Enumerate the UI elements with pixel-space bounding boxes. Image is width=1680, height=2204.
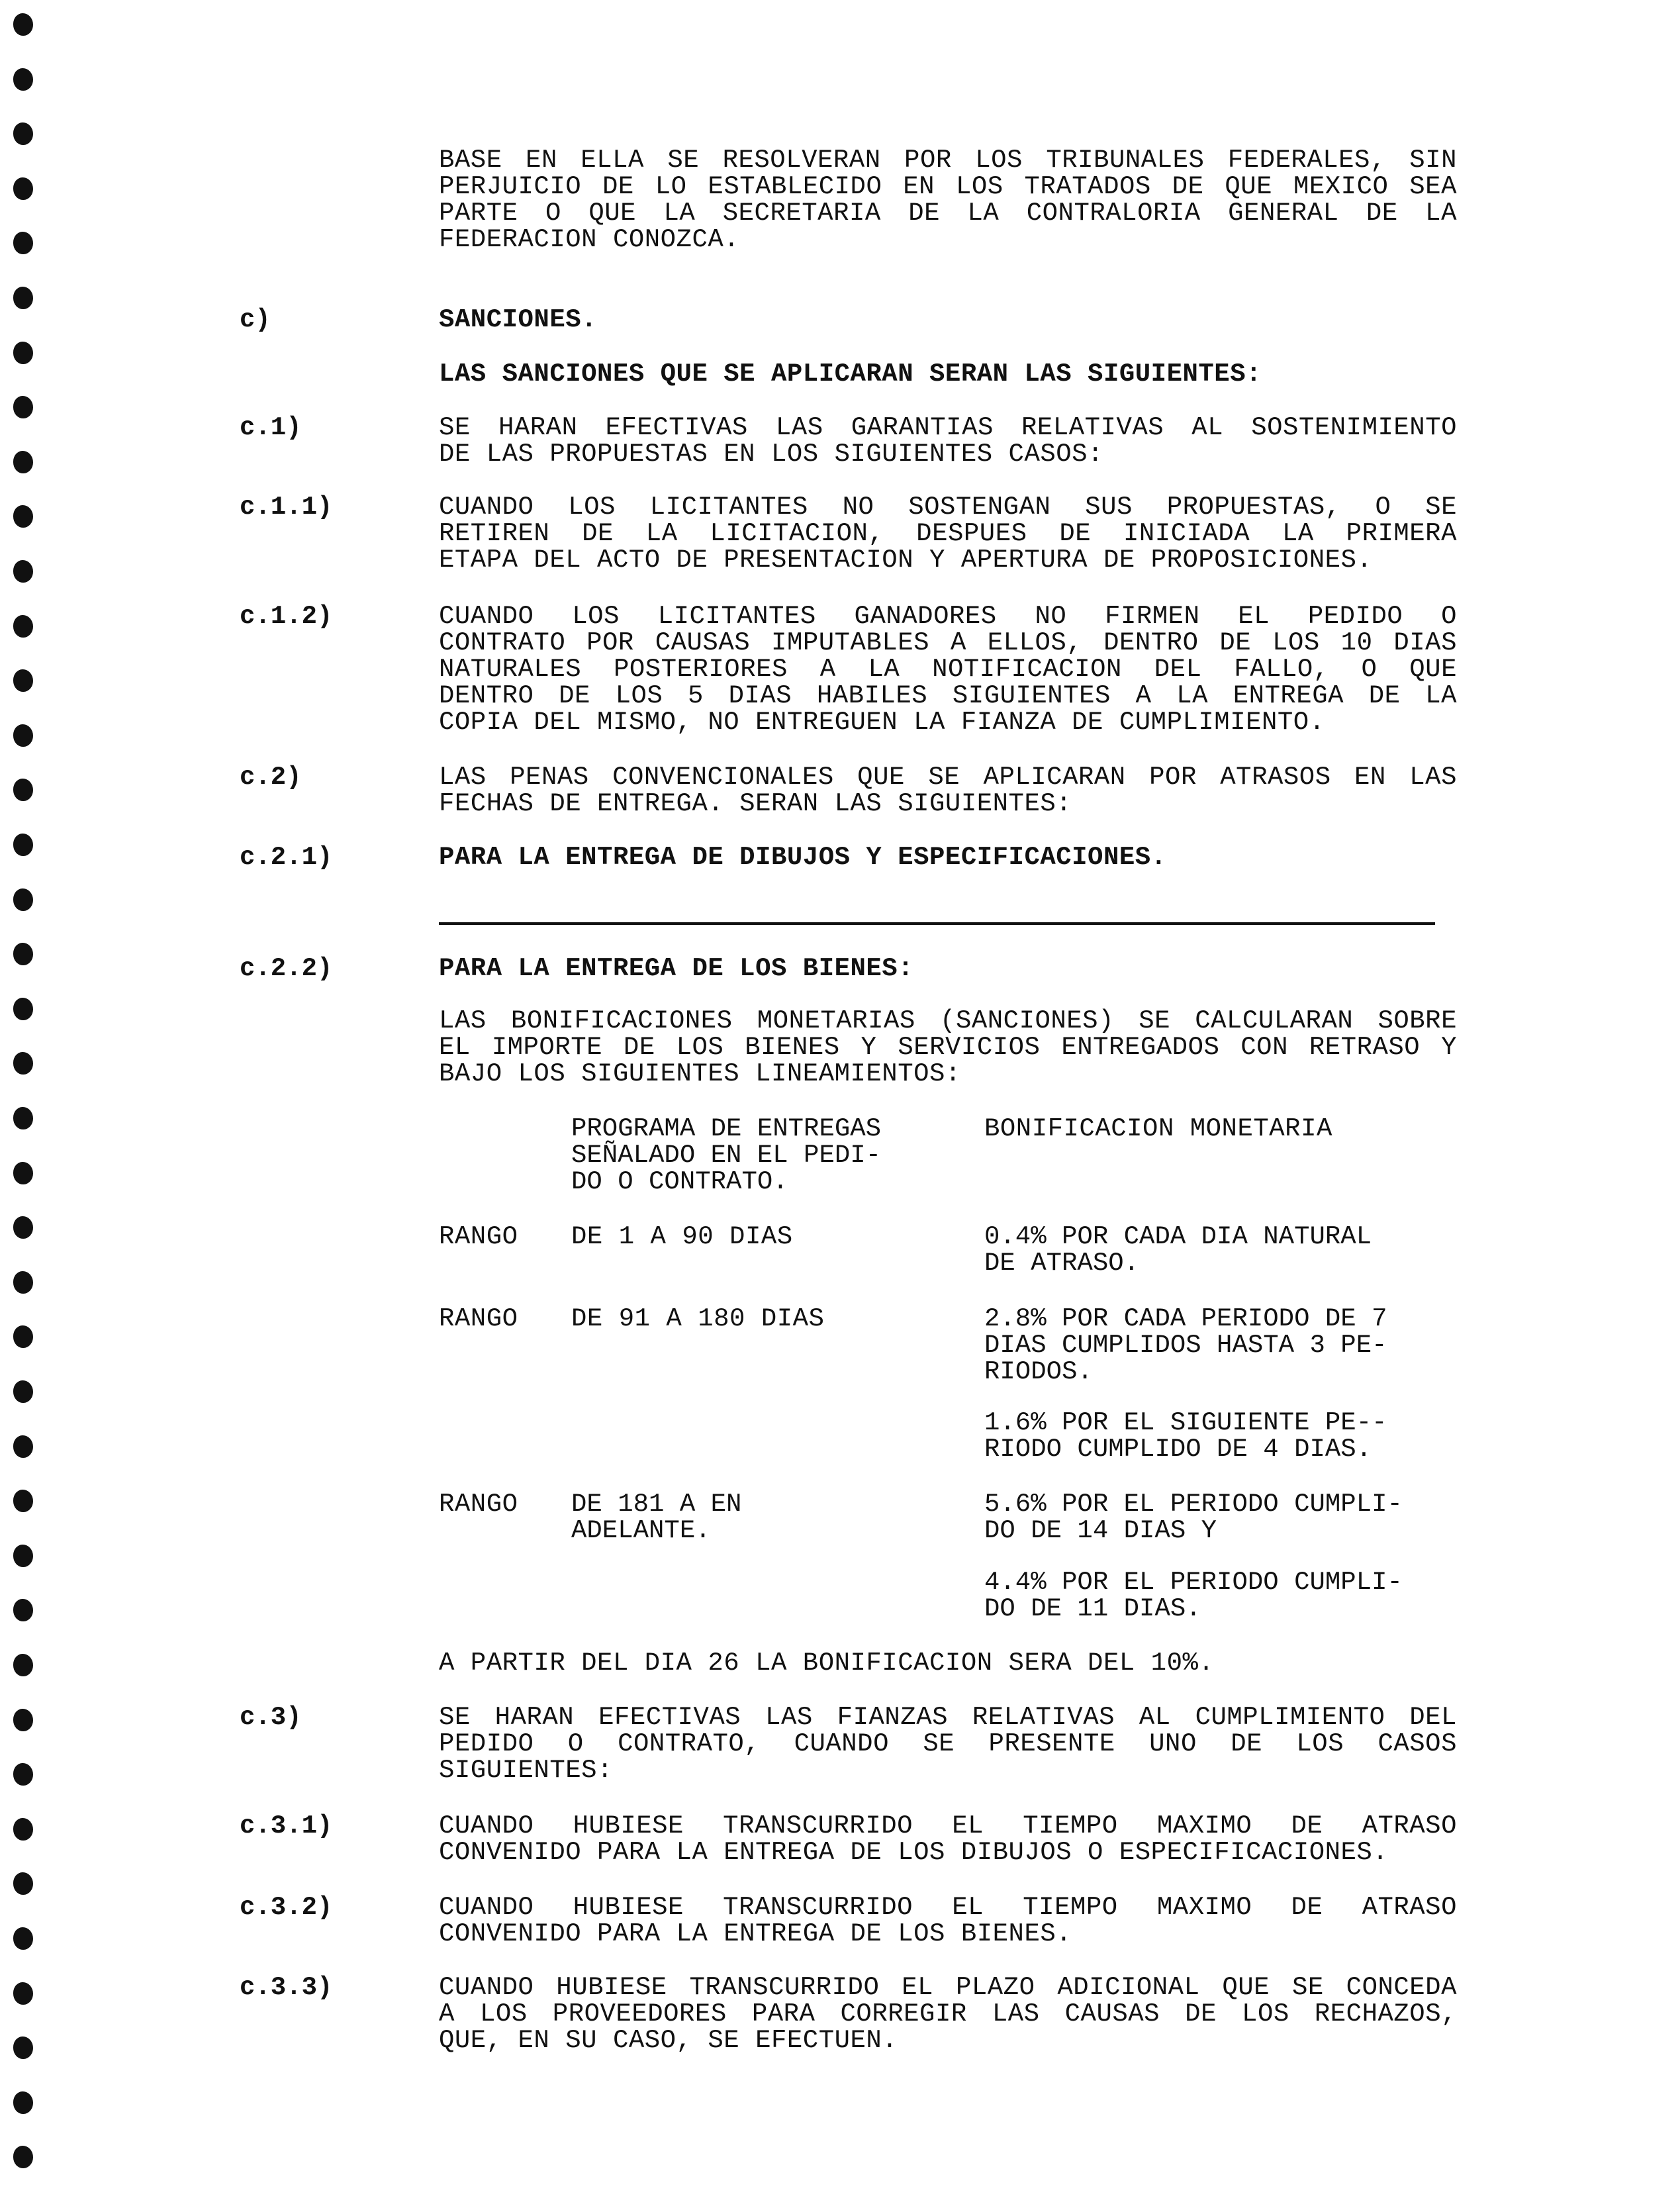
intro-line-3: PARTE O QUE LA SECRETARIA DE LA CONTRALORIA GENERAL DE LA: [439, 199, 1457, 228]
c11-line-1: CUANDO LOS LICITANTES NO SOSTENGAN SUS PROPUESTAS, O SE: [439, 493, 1457, 522]
binder-hole: [13, 1162, 33, 1184]
binder-hole: [13, 779, 33, 801]
binder-hole: [13, 888, 33, 911]
section-label-c21: c.2.1): [240, 843, 333, 872]
header-program-line-2: SEÑALADO EN EL PEDI-: [571, 1141, 882, 1170]
intro-line-4: FEDERACION CONOZCA.: [439, 225, 740, 254]
binder-hole: [13, 177, 33, 200]
row3-bonif-a-line-2: DO DE 14 DIAS Y: [984, 1516, 1217, 1545]
binder-hole: [13, 1435, 33, 1458]
c3-line-3: SIGUIENTES:: [439, 1756, 613, 1785]
row3-bonif-b: [984, 1569, 1403, 1622]
c12-line-3: NATURALES POSTERIORES A LA NOTIFICACION DEL FALLO, O QUE: [439, 655, 1457, 684]
binder-hole: [13, 1709, 33, 1731]
c11-line-2: RETIREN DE LA LICITACION, DESPUES DE INICIADA LA PRIMERA: [439, 519, 1457, 548]
row3-rango: RANGO: [439, 1490, 518, 1519]
row3-periodo-line-1: DE 181 A EN: [571, 1490, 742, 1519]
bonif-intro-line-1: LAS BONIFICACIONES MONETARIAS (SANCIONES) SE CALCULARAN SOBRE: [439, 1006, 1457, 1035]
row3-bonif-b-line-1: 4.4% POR EL PERIODO CUMPLI-: [984, 1568, 1403, 1597]
section-label-c2: c.2): [240, 763, 302, 792]
c2-line-2: FECHAS DE ENTREGA. SERAN LAS SIGUIENTES:: [439, 789, 1072, 818]
binder-hole: [13, 2036, 33, 2059]
row2-periodo: DE 91 A 180 DIAS: [571, 1304, 825, 1333]
c1-line-1: SE HARAN EFECTIVAS LAS GARANTIAS RELATIVAS AL SOSTENIMIENTO: [439, 413, 1457, 442]
binder-hole: [13, 342, 33, 364]
row1-bonif-line-1: 0.4% POR CADA DIA NATURAL: [984, 1222, 1372, 1251]
c11-line-3: ETAPA DEL ACTO DE PRESENTACION Y APERTURA DE PROPOSICIONES.: [439, 546, 1373, 575]
c12-line-5: COPIA DEL MISMO, NO ENTREGUEN LA FIANZA DE CUMPLIMIENTO.: [439, 708, 1325, 737]
table-header-bonif: BONIFICACION MONETARIA: [984, 1114, 1332, 1143]
header-program-line-3: DO O CONTRATO.: [571, 1167, 788, 1196]
binder-hole: [13, 669, 33, 692]
row2-bonif-b-line-1: 1.6% POR EL SIGUIENTE PE--: [984, 1408, 1387, 1437]
section-label-c3: c.3): [240, 1703, 302, 1732]
section-label-c12: c.1.2): [240, 602, 333, 631]
binder-hole: [13, 1216, 33, 1239]
table-header-program: [571, 1116, 881, 1195]
binder-hole: [13, 1107, 33, 1129]
binder-hole: [13, 2091, 33, 2114]
binder-hole: [13, 834, 33, 856]
row3-bonif-b-line-2: DO DE 11 DIAS.: [984, 1594, 1201, 1623]
row2-bonif-a-line-1: 2.8% POR CADA PERIODO DE 7: [984, 1304, 1387, 1333]
section-label-c22: c.2.2): [240, 954, 333, 983]
c3-line-1: SE HARAN EFECTIVAS LAS FIANZAS RELATIVAS AL CUMPLIMIENTO DEL: [439, 1703, 1457, 1732]
binder-hole: [13, 68, 33, 91]
binder-hole: [13, 1872, 33, 1895]
binder-hole: [13, 1545, 33, 1567]
binder-hole: [13, 232, 33, 254]
blank-rule: [439, 922, 1435, 925]
row3-periodo: [571, 1491, 741, 1544]
binder-hole: [13, 1380, 33, 1403]
c12-line-4: DENTRO DE LOS 5 DIAS HABILES SIGUIENTES A LA ENTREGA DE LA: [439, 681, 1457, 710]
c2-line-1: LAS PENAS CONVENCIONALES QUE SE APLICARAN POR ATRASOS EN LAS: [439, 763, 1457, 792]
row2-bonif-a: [984, 1306, 1387, 1385]
row1-rango: RANGO: [439, 1222, 518, 1251]
row3-bonif-a-line-1: 5.6% POR EL PERIODO CUMPLI-: [984, 1490, 1403, 1519]
c31-line-1: CUANDO HUBIESE TRANSCURRIDO EL TIEMPO MAXIMO DE ATRASO: [439, 1811, 1457, 1841]
binder-hole: [13, 1599, 33, 1621]
binder-hole: [13, 1654, 33, 1676]
bonif-intro-line-2: EL IMPORTE DE LOS BIENES Y SERVICIOS ENTREGADOS CON RETRASO Y: [439, 1033, 1457, 1062]
row3-bonif-a: [984, 1491, 1403, 1544]
binder-hole: [13, 287, 33, 309]
c12-line-2: CONTRATO POR CAUSAS IMPUTABLES A ELLOS, DENTRO DE LOS 10 DIAS: [439, 628, 1457, 657]
c12-line-1: CUANDO LOS LICITANTES GANADORES NO FIRMEN EL PEDIDO O: [439, 602, 1457, 631]
row2-bonif-a-line-3: RIODOS.: [984, 1357, 1093, 1386]
section-label-c31: c.3.1): [240, 1811, 333, 1841]
binder-hole: [13, 2146, 33, 2168]
sanciones-intro: LAS SANCIONES QUE SE APLICARAN SERAN LAS SIGUIENTES:: [439, 359, 1262, 389]
c33-line-1: CUANDO HUBIESE TRANSCURRIDO EL PLAZO ADICIONAL QUE SE CONCEDA: [439, 1973, 1457, 2002]
row2-rango: RANGO: [439, 1304, 518, 1333]
binder-hole: [13, 13, 33, 36]
row1-periodo: DE 1 A 90 DIAS: [571, 1222, 793, 1251]
section-label-c: c): [240, 305, 271, 334]
binder-hole: [13, 615, 33, 638]
binder-hole: [13, 560, 33, 583]
dia26-note: A PARTIR DEL DIA 26 LA BONIFICACION SERA DEL 10%.: [439, 1649, 1215, 1678]
row2-bonif-a-line-2: DIAS CUMPLIDOS HASTA 3 PE-: [984, 1331, 1387, 1360]
section-title-sanciones: SANCIONES.: [439, 305, 598, 334]
binder-hole: [13, 122, 33, 145]
binder-hole: [13, 1763, 33, 1786]
binder-hole: [13, 451, 33, 473]
c31-line-2: CONVENIDO PARA LA ENTREGA DE LOS DIBUJOS O ESPECIFICACIONES.: [439, 1838, 1389, 1867]
section-label-c33: c.3.3): [240, 1973, 333, 2002]
binder-hole: [13, 1490, 33, 1512]
c32-line-1: CUANDO HUBIESE TRANSCURRIDO EL TIEMPO MAXIMO DE ATRASO: [439, 1893, 1457, 1922]
intro-line-2: PERJUICIO DE LO ESTABLECIDO EN LOS TRATADOS DE QUE MEXICO SEA: [439, 172, 1457, 201]
c32-line-2: CONVENIDO PARA LA ENTREGA DE LOS BIENES.: [439, 1919, 1072, 1948]
section-label-c1: c.1): [240, 413, 302, 442]
row2-bonif-b: [984, 1410, 1387, 1462]
binder-hole: [13, 1325, 33, 1348]
binder-hole: [13, 1818, 33, 1841]
bonif-intro-line-3: BAJO LOS SIGUIENTES LINEAMIENTOS:: [439, 1059, 961, 1088]
c33-line-2: A LOS PROVEEDORES PARA CORREGIR LAS CAUSAS DE LOS RECHAZOS,: [439, 1999, 1457, 2029]
binder-hole: [13, 1982, 33, 2005]
section-label-c32: c.3.2): [240, 1893, 333, 1922]
binder-hole: [13, 724, 33, 747]
binder-hole: [13, 396, 33, 418]
section-label-c11: c.1.1): [240, 493, 333, 522]
c21-title: PARA LA ENTREGA DE DIBUJOS Y ESPECIFICACIONES.: [439, 843, 1167, 872]
binder-hole: [13, 1052, 33, 1075]
c3-line-2: PEDIDO O CONTRATO, CUANDO SE PRESENTE UNO DE LOS CASOS: [439, 1729, 1457, 1758]
binder-hole: [13, 943, 33, 965]
binder-hole: [13, 1927, 33, 1950]
row1-bonif-line-2: DE ATRASO.: [984, 1249, 1140, 1278]
row1-bonif: [984, 1223, 1372, 1276]
header-program-line-1: PROGRAMA DE ENTREGAS: [571, 1114, 882, 1143]
binder-holes: [0, 0, 40, 2204]
c33-line-3: QUE, EN SU CASO, SE EFECTUEN.: [439, 2026, 898, 2055]
row3-periodo-line-2: ADELANTE.: [571, 1516, 711, 1545]
c22-title: PARA LA ENTREGA DE LOS BIENES:: [439, 954, 914, 983]
binder-hole: [13, 998, 33, 1020]
row2-bonif-b-line-2: RIODO CUMPLIDO DE 4 DIAS.: [984, 1435, 1372, 1464]
c1-line-2: DE LAS PROPUESTAS EN LOS SIGUIENTES CASOS:: [439, 440, 1103, 469]
intro-line-1: BASE EN ELLA SE RESOLVERAN POR LOS TRIBUNALES FEDERALES, SIN: [439, 146, 1457, 175]
binder-hole: [13, 1271, 33, 1294]
binder-hole: [13, 505, 33, 528]
